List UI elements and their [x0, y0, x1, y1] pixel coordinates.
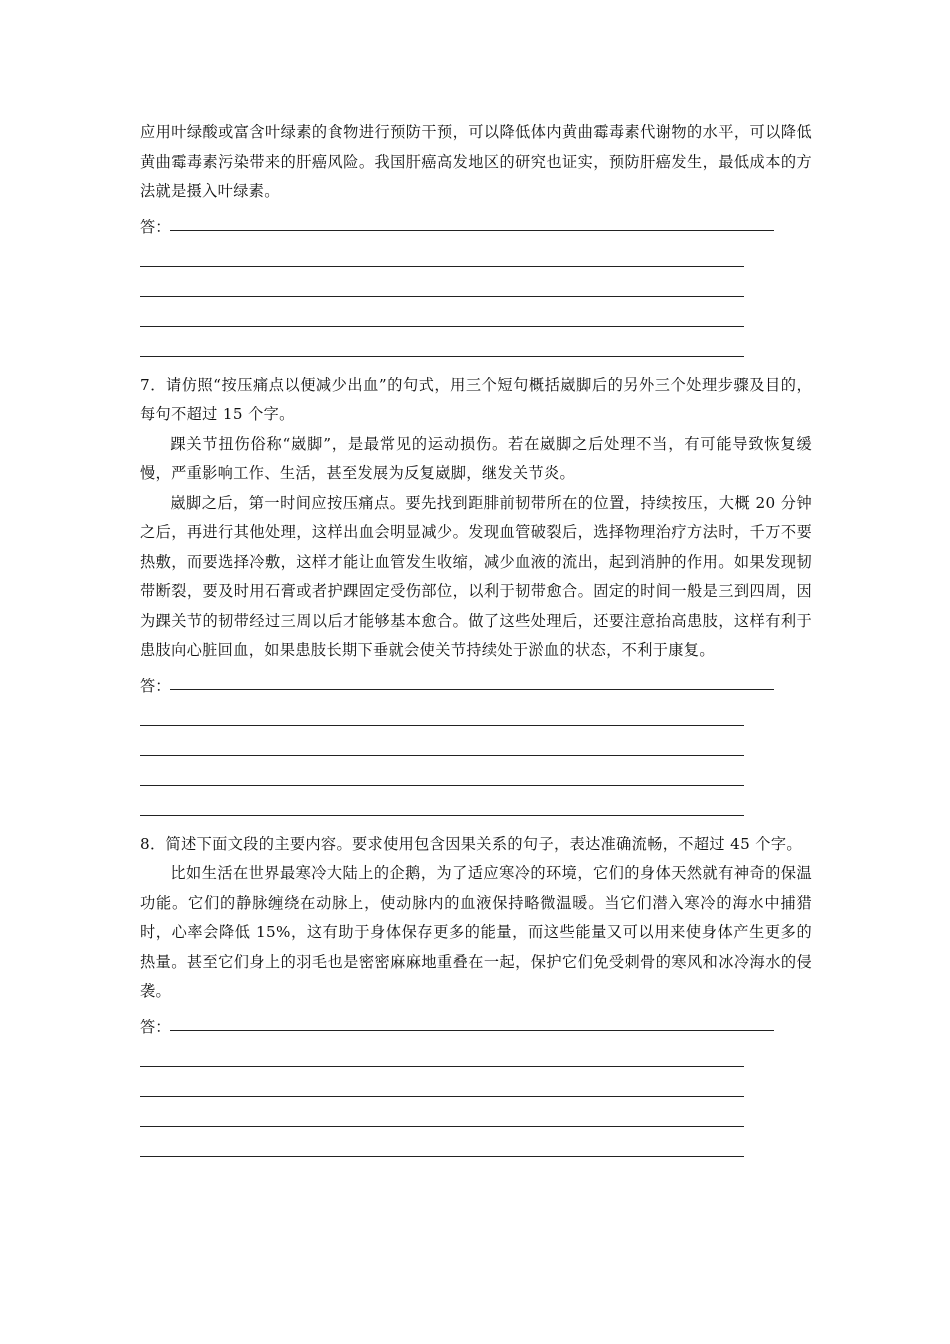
answer-line[interactable]	[140, 756, 744, 786]
answer-area-8[interactable]	[140, 1007, 812, 1157]
answer-line[interactable]	[170, 688, 774, 690]
answer-line[interactable]	[140, 1127, 744, 1157]
question-7-passage-1: 踝关节扭伤俗称“崴脚”，是最常见的运动损伤。若在崴脚之后处理不当，有可能导致恢复缓慢，严重影响工作、生活，甚至发展为反复崴脚，继发关节炎。	[140, 434, 812, 482]
question-8-prompt: 8．简述下面文段的主要内容。要求使用包含因果关系的句子，表达准确流畅，不超过 45 个字。	[140, 834, 802, 853]
answer-line[interactable]	[140, 696, 744, 726]
document-page	[140, 118, 812, 1157]
question-7-passage-2: 崴脚之后，第一时间应按压痛点。要先找到距腓前韧带所在的位置，持续按压，大概 20 分钟之后，再进行其他处理，这样出血会明显减少。发现血管破裂后，选择物理治疗方法时，千万不要热敷，而要选择冷敷，这样才能让血管发生收缩，减少血液的流出，起到消肿的作用。如果发现韧带断裂，要及时用石膏或者护踝固定受伤部位，以利于韧带愈合。固定的时间一般是三到四周，因为踝关节的韧带经过三周以后才能够基本愈合。做了这些处理后，还要注意抬高患肢，这样有利于患肢向心脏回血，如果患肢长期下垂就会使关节持续处于淤血的状态，不利于康复。	[140, 493, 812, 659]
answer-line[interactable]	[140, 1037, 744, 1067]
answer-area-6[interactable]	[140, 207, 812, 357]
answer-label: 答：	[140, 676, 171, 695]
answer-line[interactable]	[140, 726, 744, 756]
answer-line[interactable]	[170, 1029, 774, 1031]
answer-line[interactable]	[140, 267, 744, 297]
question-8-passage: 比如生活在世界最寒冷大陆上的企鹅，为了适应寒冷的环境，它们的身体天然就有神奇的保温功能。它们的静脉缠绕在动脉上，使动脉内的血液保持略微温暖。当它们潜入寒冷的海水中捕猎时，心率会降低 15%，这有助于身体保存更多的能量，而这些能量又可以用来使身体产生更多的热量。甚至它们身上的羽毛也是密密麻麻地重叠在一起，保护它们免受刺骨的寒风和冰冷海水的侵袭。	[140, 864, 812, 1000]
answer-line[interactable]	[140, 237, 744, 267]
answer-line[interactable]	[140, 1067, 744, 1097]
answer-line[interactable]	[140, 297, 744, 327]
answer-label: 答：	[140, 1017, 171, 1036]
answer-area-7[interactable]	[140, 666, 812, 816]
answer-label: 答：	[140, 217, 171, 236]
answer-line[interactable]	[140, 327, 744, 357]
top-passage: 应用叶绿酸或富含叶绿素的食物进行预防干预，可以降低体内黄曲霉毒素代谢物的水平，可以降低黄曲霉毒素污染带来的肝癌风险。我国肝癌高发地区的研究也证实，预防肝癌发生，最低成本的方法就是摄入叶绿素。	[140, 123, 812, 200]
question-7-prompt: 7．请仿照“按压痛点以便减少出血”的句式，用三个短句概括崴脚后的另外三个处理步骤及目的，每句不超过 15 个字。	[140, 375, 812, 423]
answer-line[interactable]	[140, 786, 744, 816]
answer-line[interactable]	[170, 229, 774, 231]
answer-line[interactable]	[140, 1097, 744, 1127]
